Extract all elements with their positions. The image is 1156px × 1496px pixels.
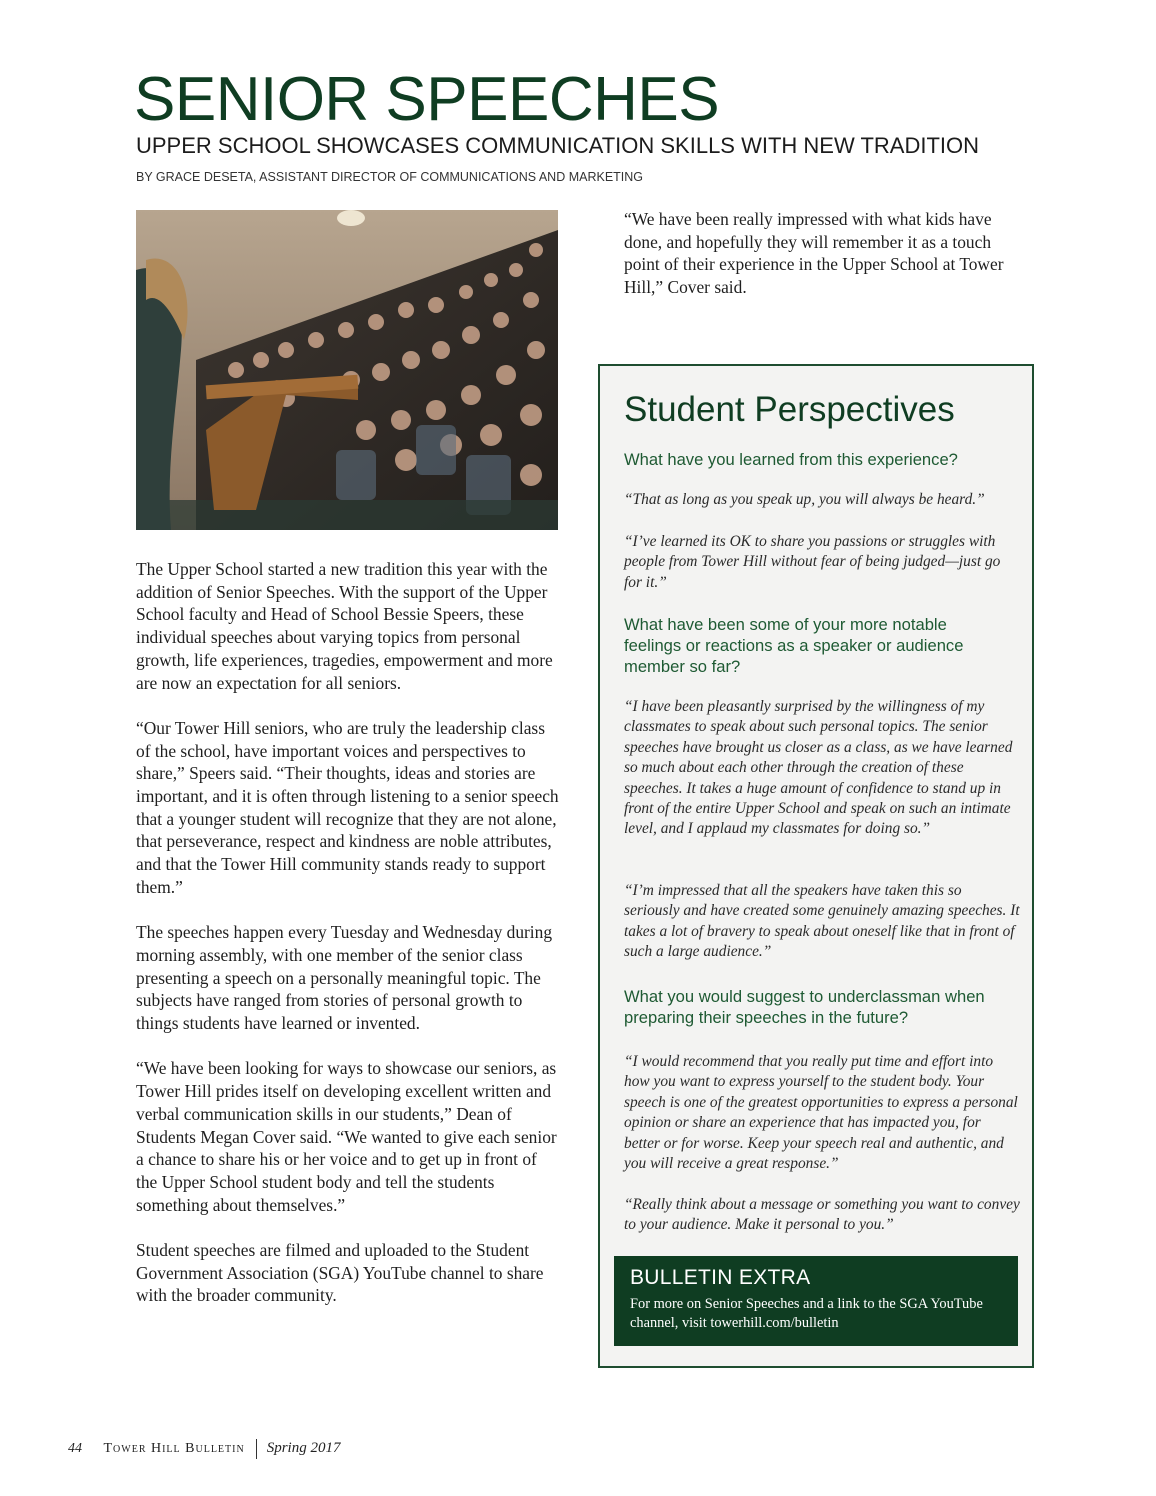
- article-paragraph: “We have been looking for ways to showcase our seniors, as Tower Hill prides itself on developing excellent written and verbal communication skills in our students,” Dean of Students Megan Cover said. “We wanted to give each senior a chance to share his or her voice and to get up in front of the Upper School student body and tell the students something about themselves.”: [136, 1058, 557, 1215]
- article-title: SENIOR SPEECHES: [134, 65, 720, 134]
- page-number: 44: [68, 1441, 82, 1456]
- sidebar-answer: “I have been pleasantly surprised by the willingness of my classmates to speak about such personal topics. The senior speeches have brought us closer as a class, as we have learned so much about each other through the creation of these speeches. It takes a huge amount of confidence to stand up in front of the entire Upper School and speak on such an intimate level, and I applaud my classmates for doing so.”: [624, 698, 1013, 838]
- sidebar-answer: “That as long as you speak up, you will always be heard.”: [624, 491, 985, 508]
- sidebar-answer: “I’ve learned its OK to share you passions or struggles with people from Tower Hill without fear of being judged—just go for it.”: [624, 533, 1001, 591]
- article-paragraph: “We have been really impressed with what kids have done, and hopefully they will remember it as a touch point of their experience in the Upper School at Tower Hill,” Cover said.: [624, 209, 1004, 298]
- sidebar-question: What you would suggest to underclassman when preparing their speeches in the future?: [624, 987, 985, 1027]
- sidebar-answer: “I would recommend that you really put time and effort into how you want to express yourself to the student body. Your speech is one of the greatest opportunities to express a personal opinion or share an experience that has impacted you, for better or for worse. Keep your speech real and authentic, and you will receive a great response.”: [624, 1053, 1018, 1173]
- article-paragraph: “Our Tower Hill seniors, who are truly the leadership class of the school, have important voices and perspectives to share,” Speers said. “Their thoughts, ideas and stories are important, and it is often through listening to a senior speech that a younger student will recognize that they are not alone, that perseverance, respect and kindness are noble attributes, and that the Tower Hill community stands ready to support them.”: [136, 717, 559, 897]
- sidebar-question: What have been some of your more notable feelings or reactions as a speaker or audience member so far?: [624, 615, 964, 676]
- bulletin-extra-text: For more on Senior Speeches and a link to the SGA YouTube channel, visit towerhill.com/bulletin: [630, 1296, 983, 1331]
- article-paragraph: Student speeches are filmed and uploaded to the Student Government Association (SGA) YouTube channel to share with the broader community.: [136, 1240, 544, 1306]
- article-body: [136, 558, 560, 1330]
- sidebar-answer: “I’m impressed that all the speakers have taken this so seriously and have created some genuinely amazing speeches. It takes a lot of bravery to speak about oneself like that in front of such a large audience.”: [624, 882, 1020, 961]
- article-paragraph: The speeches happen every Tuesday and Wednesday during morning assembly, with one member of the senior class presenting a speech on a personally meaningful topic. The subjects have ranged from stories of personal growth to things students have learned or invented.: [136, 922, 553, 1034]
- page-footer: [68, 1436, 340, 1460]
- bulletin-extra-title: BULLETIN EXTRA: [630, 1266, 811, 1289]
- publication-name: Tower Hill Bulletin: [103, 1441, 245, 1456]
- student-perspectives-sidebar: [598, 364, 1034, 1368]
- sidebar-question: What have you learned from this experience?: [624, 450, 958, 469]
- sidebar-answer: “Really think about a message or something you want to convey to your audience. Make it personal to you.”: [624, 1196, 1020, 1234]
- article-continued: [624, 208, 1024, 299]
- article-paragraph: The Upper School started a new tradition this year with the addition of Senior Speeches. With the support of the Upper School faculty and Head of School Bessie Speers, these individual speeches about varying topics from personal growth, life experiences, tragedies, empowerment and more are now an expectation for all seniors.: [136, 559, 553, 693]
- auditorium-speech-photo: [136, 210, 558, 530]
- sidebar-title: Student Perspectives: [624, 390, 955, 429]
- article-subtitle: UPPER SCHOOL SHOWCASES COMMUNICATION SKILLS WITH NEW TRADITION: [136, 133, 980, 158]
- bulletin-extra-box: [614, 1256, 1018, 1346]
- byline: BY GRACE DESETA, ASSISTANT DIRECTOR OF COMMUNICATIONS AND MARKETING: [136, 170, 644, 184]
- issue-date: Spring 2017: [266, 1440, 341, 1456]
- footer-divider: [256, 1439, 257, 1459]
